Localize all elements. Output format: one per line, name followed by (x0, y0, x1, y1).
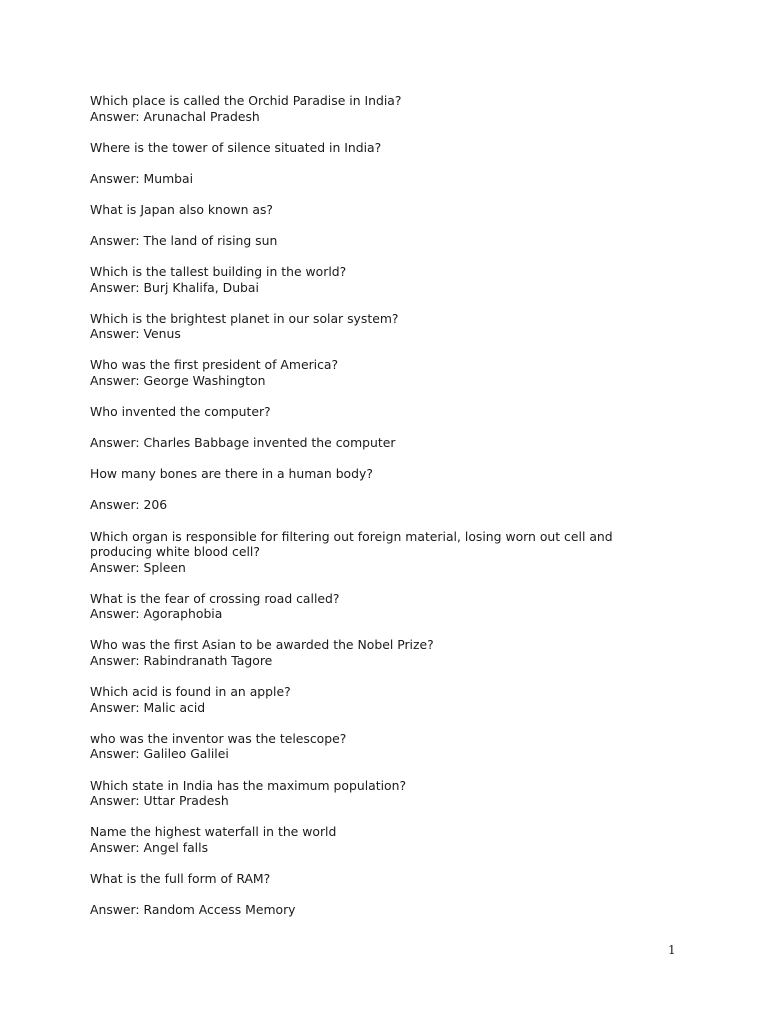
qa-item (90, 466, 690, 513)
qa-item (90, 684, 690, 715)
question-text: Name the highest waterfall in the world (90, 824, 337, 840)
qa-item (90, 202, 690, 249)
qa-item (90, 591, 690, 622)
question-text: What is the full form of RAM? (90, 870, 271, 886)
question-text: Who was the first president of America? (90, 357, 339, 373)
answer-text: Answer: George Washington (90, 373, 266, 389)
answer-text: Answer: Rabindranath Tagore (90, 653, 273, 669)
answer-text: Answer: Spleen (90, 559, 186, 575)
question-text: Where is the tower of silence situated in India? (90, 139, 382, 155)
answer-text: Answer: Arunachal Pradesh (90, 108, 260, 124)
answer-text: Answer: Agoraphobia (90, 606, 223, 622)
qa-item (90, 871, 690, 918)
answer-text: Answer: Mumbai (90, 170, 194, 186)
question-text: Which acid is found in an apple? (90, 684, 291, 700)
answer-text: Answer: Galileo Galilei (90, 746, 229, 762)
answer-text: Answer: The land of rising sun (90, 232, 278, 248)
answer-text: Answer: Uttar Pradesh (90, 793, 229, 809)
qa-item (90, 357, 690, 388)
question-text: Which state in India has the maximum population? (90, 777, 407, 793)
qa-item (90, 264, 690, 295)
answer-text: Answer: Charles Babbage invented the computer (90, 435, 396, 451)
qa-item (90, 824, 690, 855)
question-text: What is Japan also known as? (90, 201, 273, 217)
qa-list (90, 93, 690, 933)
question-text: Who was the first Asian to be awarded the Nobel Prize? (90, 637, 434, 653)
answer-text: Answer: Malic acid (90, 699, 206, 715)
qa-item (90, 404, 690, 451)
question-text: What is the fear of crossing road called? (90, 590, 340, 606)
qa-item (90, 637, 690, 668)
qa-item (90, 731, 690, 762)
answer-text: Answer: 206 (90, 497, 168, 513)
question-text: who was the inventor was the telescope? (90, 730, 347, 746)
page-number: 1 (668, 943, 676, 957)
answer-text: Answer: Venus (90, 326, 181, 342)
qa-item (90, 93, 690, 124)
qa-item (90, 311, 690, 342)
question-text: How many bones are there in a human body? (90, 466, 373, 482)
question-text: Which organ is responsible for filtering out foreign material, losing worn out cell and producing white blood cell? (90, 528, 613, 560)
question-text: Who invented the computer? (90, 404, 271, 420)
qa-item (90, 529, 690, 576)
answer-text: Answer: Angel falls (90, 839, 209, 855)
question-text: Which is the brightest planet in our solar system? (90, 310, 399, 326)
answer-text: Answer: Burj Khalifa, Dubai (90, 279, 259, 295)
qa-item (90, 140, 690, 187)
question-text: Which is the tallest building in the world? (90, 264, 347, 280)
question-text: Which place is called the Orchid Paradise in India? (90, 93, 402, 108)
answer-text: Answer: Random Access Memory (90, 902, 296, 917)
qa-item (90, 778, 690, 809)
